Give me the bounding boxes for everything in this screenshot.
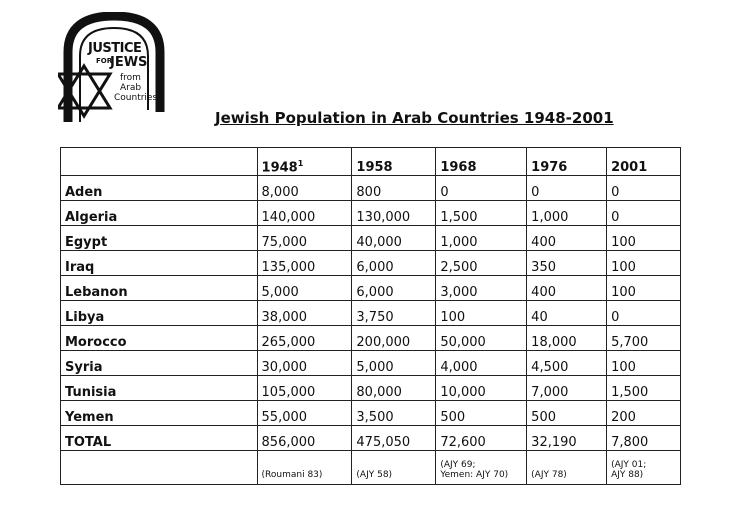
population-value: 40 [527,301,607,326]
population-value: 2,500 [436,251,527,276]
sources-row [61,451,681,485]
population-value: 38,000 [257,301,352,326]
population-value: 0 [436,176,527,201]
population-value: 5,000 [257,276,352,301]
total-row [61,426,681,451]
population-value: 0 [607,301,681,326]
population-value: 6,000 [352,276,436,301]
population-value: 100 [436,301,527,326]
header-corner-cell [61,148,258,176]
population-value: 5,700 [607,326,681,351]
table-row [61,401,681,426]
total-2001: 7,800 [607,426,681,451]
population-value: 200 [607,401,681,426]
logo-text-jews: JEWS [110,55,148,70]
population-value: 100 [607,351,681,376]
table-row [61,226,681,251]
table-row [61,326,681,351]
logo-text-countries: Countries [114,93,158,103]
total-1958: 475,050 [352,426,436,451]
population-value: 105,000 [257,376,352,401]
population-value: 4,500 [527,351,607,376]
logo-text-for: FOR [96,57,113,65]
population-value: 3,000 [436,276,527,301]
population-value: 500 [527,401,607,426]
country-name: Tunisia [61,376,258,401]
population-value: 140,000 [257,201,352,226]
population-value: 10,000 [436,376,527,401]
table-row [61,276,681,301]
population-value: 6,000 [352,251,436,276]
sources-corner-cell [61,451,258,485]
source-1968: (AJY 69; Yemen: AJY 70) [436,451,527,485]
population-value: 50,000 [436,326,527,351]
population-value: 265,000 [257,326,352,351]
country-name: Syria [61,351,258,376]
source-1958: (AJY 58) [352,451,436,485]
population-value: 100 [607,251,681,276]
population-value: 100 [607,226,681,251]
population-value: 400 [527,226,607,251]
population-value: 55,000 [257,401,352,426]
population-value: 5,000 [352,351,436,376]
population-value: 3,750 [352,301,436,326]
country-name: Yemen [61,401,258,426]
population-value: 30,000 [257,351,352,376]
country-name: Aden [61,176,258,201]
source-1948: (Roumani 83) [257,451,352,485]
header-1948 [257,148,352,176]
population-value: 350 [527,251,607,276]
table-header-row [61,148,681,176]
population-value: 7,000 [527,376,607,401]
population-value: 3,500 [352,401,436,426]
population-value: 18,000 [527,326,607,351]
population-table [60,147,681,485]
footnote-marker: 1 [297,158,304,168]
total-1976: 32,190 [527,426,607,451]
header-1958: 1958 [352,148,436,176]
justice-for-jews-logo [58,12,170,124]
header-1968: 1968 [436,148,527,176]
logo-text-from: from [120,73,141,83]
page-title: Jewish Population in Arab Countries 1948-2001 [215,109,614,127]
table-row [61,301,681,326]
country-name: Algeria [61,201,258,226]
population-value: 500 [436,401,527,426]
population-value: 135,000 [257,251,352,276]
population-value: 1,000 [436,226,527,251]
population-value: 4,000 [436,351,527,376]
logo-text-arab: Arab [120,83,142,93]
country-name: Egypt [61,226,258,251]
population-value: 1,500 [607,376,681,401]
population-value: 100 [607,276,681,301]
table-row [61,176,681,201]
total-1968: 72,600 [436,426,527,451]
table-row [61,251,681,276]
country-name: Iraq [61,251,258,276]
logo-text-justice: JUSTICE [88,41,142,56]
source-1976: (AJY 78) [527,451,607,485]
population-value: 200,000 [352,326,436,351]
population-value: 80,000 [352,376,436,401]
population-value: 0 [527,176,607,201]
population-value: 1,000 [527,201,607,226]
source-2001: (AJY 01; AJY 88) [607,451,681,485]
population-value: 0 [607,176,681,201]
population-value: 75,000 [257,226,352,251]
population-value: 8,000 [257,176,352,201]
population-value: 1,500 [436,201,527,226]
total-1948: 856,000 [257,426,352,451]
table-row [61,201,681,226]
population-value: 400 [527,276,607,301]
population-value: 800 [352,176,436,201]
table-row [61,376,681,401]
total-label: TOTAL [61,426,258,451]
country-name: Libya [61,301,258,326]
table-row [61,351,681,376]
header-2001: 2001 [607,148,681,176]
population-value: 40,000 [352,226,436,251]
header-1948-label: 1948 [261,160,298,175]
population-value: 130,000 [352,201,436,226]
country-name: Morocco [61,326,258,351]
header-1976: 1976 [527,148,607,176]
population-value: 0 [607,201,681,226]
country-name: Lebanon [61,276,258,301]
